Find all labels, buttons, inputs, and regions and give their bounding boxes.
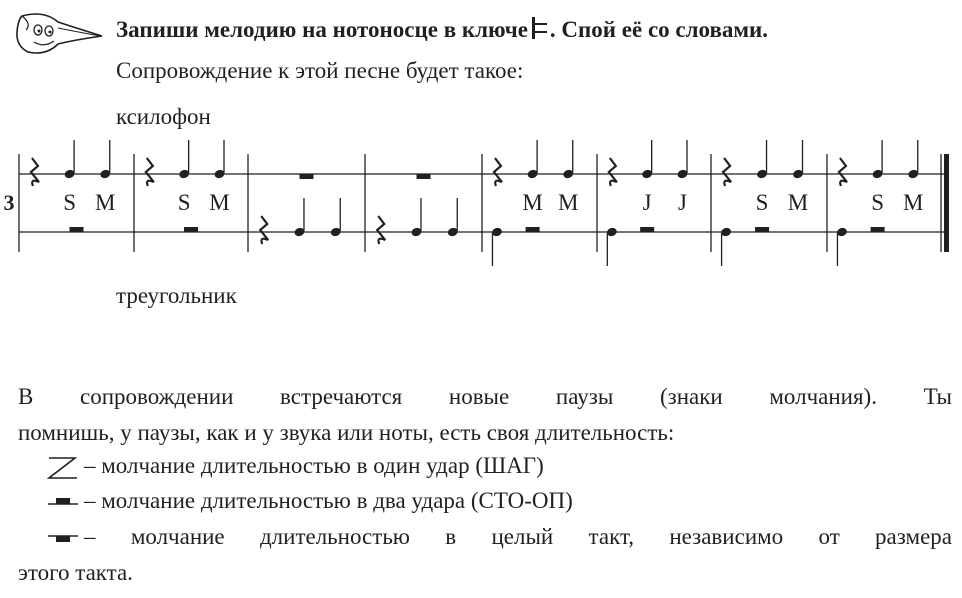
triangle-bar-rest [70, 227, 84, 232]
syllable-label: S [871, 190, 884, 215]
legend-half-rest [46, 488, 573, 515]
triangle-quarter-rest [260, 216, 268, 244]
syllable-label: M [558, 190, 579, 215]
xylophone-bar-rest [417, 174, 431, 179]
triangle-half-rest [871, 227, 885, 232]
paragraph-2: помнишь, у паузы, как и у звука или ноты, есть своя длительность: [18, 420, 675, 445]
xylophone-quarter-rest [723, 158, 731, 186]
xylophone-quarter-rest [494, 158, 502, 186]
syllable-label: M [95, 190, 116, 215]
xylophone-bar-rest [300, 174, 314, 179]
task-instruction-end: . Спой её со словами. [549, 17, 769, 42]
accompaniment-score [0, 140, 962, 280]
quarter-rest-icon [46, 456, 80, 480]
triangle-bar-rest [184, 227, 198, 232]
xylophone-quarter-rest [609, 158, 617, 186]
task-subtitle: Сопровождение к этой песне будет такое: [116, 58, 524, 83]
legend-whole-rest-continuation: этого такта. [18, 560, 133, 585]
legend-quarter-rest-text: – молчание длительностью в один удар (ШАГ) [84, 453, 544, 478]
legend-whole-rest [46, 524, 952, 551]
time-signature: 3 [3, 190, 15, 215]
triangle-half-rest [526, 227, 540, 232]
syllable-label: M [522, 190, 543, 215]
legend-quarter-rest [46, 453, 544, 480]
final-barline-thick [944, 154, 949, 252]
syllable-label: M [787, 190, 809, 215]
legend-half-rest-text: – молчание длительностью в два удара (СТО-ОП) [84, 488, 573, 513]
syllable-label: J [642, 190, 652, 215]
triangle-label: треугольник [116, 283, 237, 308]
task-instruction [116, 17, 768, 43]
syllable-label: S [63, 190, 76, 215]
clef-icon [530, 17, 548, 39]
legend-whole-rest-text: – молчание длительностью в целый такт, независимо от размера [84, 524, 952, 549]
triangle-quarter-rest [377, 216, 385, 244]
syllable-label: M [209, 190, 230, 215]
syllable-label: J [678, 190, 687, 215]
task-instruction-start: Запиши мелодию на нотоносце в ключе [116, 17, 528, 42]
syllable-label: M [903, 190, 924, 215]
xylophone-quarter-rest [146, 158, 154, 186]
xylophone-label: ксилофон [116, 104, 211, 129]
triangle-half-rest [755, 227, 769, 232]
whole-rest-icon [46, 527, 80, 551]
mascot-face-icon [14, 10, 106, 58]
paragraph-1: В сопровождении встречаются новые паузы (знаки молчания). Ты [18, 384, 952, 409]
triangle-half-rest [640, 227, 654, 232]
half-rest-icon [46, 491, 80, 515]
syllable-label: S [755, 190, 769, 215]
syllable-label: S [177, 190, 191, 215]
xylophone-quarter-rest [31, 158, 39, 186]
xylophone-quarter-rest [839, 158, 847, 186]
